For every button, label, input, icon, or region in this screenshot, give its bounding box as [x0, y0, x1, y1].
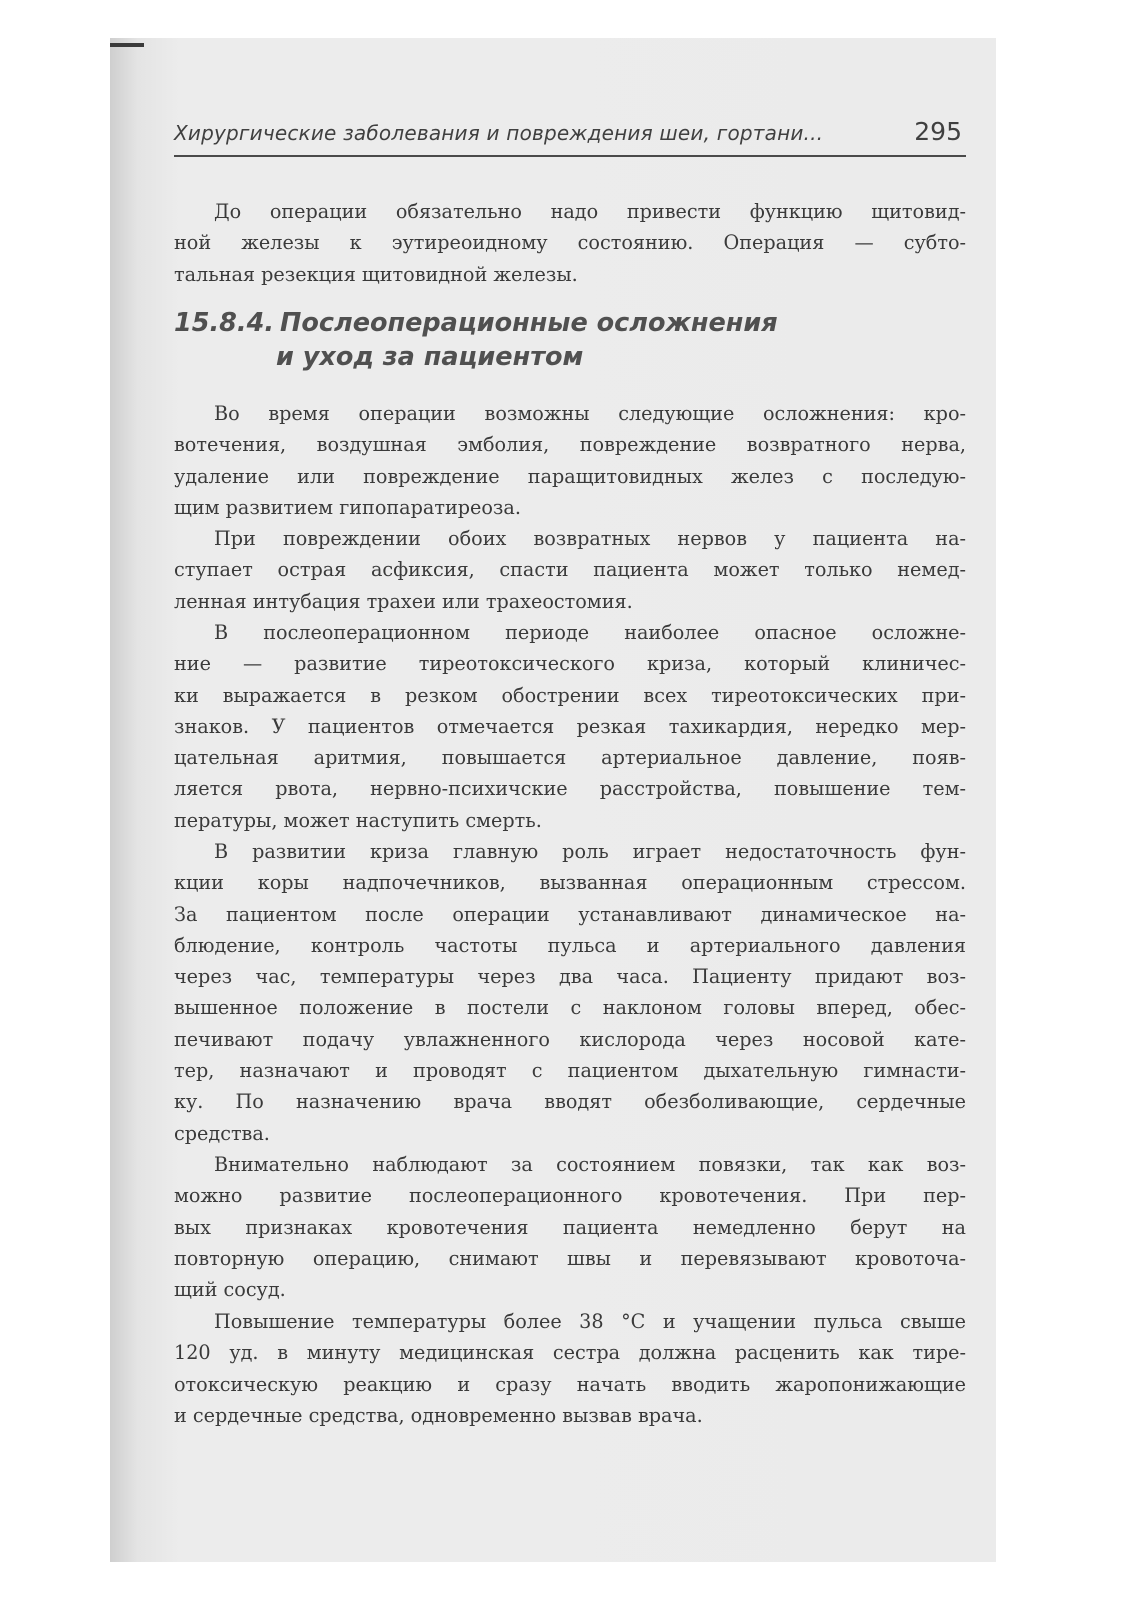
text-line: При повреждении обоих возвратных нервов у пациента на-	[214, 527, 966, 550]
text-line: 120 уд. в минуту медицинская сестра должна расценить как тире-	[174, 1341, 966, 1365]
text-line: щий сосуд.	[174, 1278, 286, 1302]
text-line: За пациентом после операции устанавливают динамическое на-	[174, 902, 966, 926]
text-line: средства.	[174, 1121, 270, 1145]
scanned-page	[110, 38, 996, 1562]
text-line: тальная резекция щитовидной железы.	[174, 262, 578, 286]
text-line: кции коры надпочечников, вызванная операционным стрессом.	[174, 871, 966, 895]
text-line: ки выражается в резком обострении всех тиреотоксических при-	[174, 683, 966, 707]
paragraph-5	[174, 1149, 966, 1305]
section-title-line-1: Послеоперационные осложнения	[280, 308, 778, 338]
text-line: ние — развитие тиреотоксического криза, который клиничес-	[174, 652, 966, 676]
text-line: ку. По назначению врача вводят обезболивающие, сердечные	[174, 1090, 966, 1114]
text-line: повторную операцию, снимают швы и перевязывают кровоточа-	[174, 1246, 966, 1270]
intro-paragraph	[174, 196, 966, 290]
text-line: Внимательно наблюдают за состоянием повязки, так как воз-	[214, 1153, 966, 1176]
text-line: ляется рвота, нервно-психичские расстройства, повышение тем-	[174, 777, 966, 801]
text-line: щим развитием гипопаратиреоза.	[174, 495, 521, 519]
text-line: знаков. У пациентов отмечается резкая тахикардия, нередко мер-	[174, 714, 966, 738]
paragraph-6	[174, 1306, 966, 1431]
text-line: В развитии криза главную роль играет недостаточность фун-	[214, 840, 966, 863]
paragraph-3	[174, 617, 966, 836]
text-line: тер, назначают и проводят с пациентом дыхательную гимнасти-	[174, 1059, 966, 1083]
text-line: вых признаках кровотечения пациента немедленно берут на	[174, 1215, 966, 1239]
section-number: 15.8.4.	[174, 308, 275, 338]
text-line: через час, температуры через два часа. Пациенту придают воз-	[174, 965, 966, 989]
section-title-line-2: и уход за пациентом	[276, 342, 584, 372]
running-head	[174, 115, 966, 157]
text-line: Повышение температуры более 38 °С и учащении пульса свыше	[214, 1310, 966, 1333]
section-heading	[174, 306, 966, 374]
text-line: ной железы к эутиреоидному состоянию. Операция — субто-	[174, 231, 966, 255]
text-line: удаление или повреждение паращитовидных желез с последую-	[174, 464, 966, 488]
paragraph-4	[174, 836, 966, 1149]
running-title: Хирургические заболевания и повреждения шеи, гортани...	[174, 121, 824, 145]
text-line: отоксическую реакцию и сразу начать вводить жаропонижающие	[174, 1372, 966, 1396]
text-line: До операции обязательно надо привести функцию щитовид-	[214, 200, 966, 223]
text-line: и сердечные средства, одновременно вызвав врача.	[174, 1403, 703, 1427]
text-line: блюдение, контроль частоты пульса и артериального давления	[174, 933, 966, 957]
text-line: цательная аритмия, повышается артериальное давление, появ-	[174, 746, 966, 770]
text-line: ступает острая асфиксия, спасти пациента может только немед-	[174, 558, 966, 582]
text-line: вотечения, воздушная эмболия, повреждение возвратного нерва,	[174, 433, 966, 457]
scan-edge-mark	[110, 43, 144, 47]
paragraph-1	[174, 398, 966, 523]
section-heading-row	[174, 306, 966, 340]
text-line: вышенное положение в постели с наклоном головы вперед, обес-	[174, 996, 966, 1020]
text-line: Во время операции возможны следующие осложнения: кро-	[214, 402, 966, 425]
text-line: можно развитие послеоперационного кровотечения. При пер-	[174, 1184, 966, 1208]
text-line: В послеоперационном периоде наиболее опасное осложне-	[214, 621, 966, 644]
page-number: 295	[914, 117, 962, 146]
text-line: печивают подачу увлажненного кислорода через носовой кате-	[174, 1027, 966, 1051]
paragraph-2	[174, 523, 966, 617]
text-line: ленная интубация трахеи или трахеостомия.	[174, 589, 633, 613]
text-line: пературы, может наступить смерть.	[174, 808, 542, 832]
